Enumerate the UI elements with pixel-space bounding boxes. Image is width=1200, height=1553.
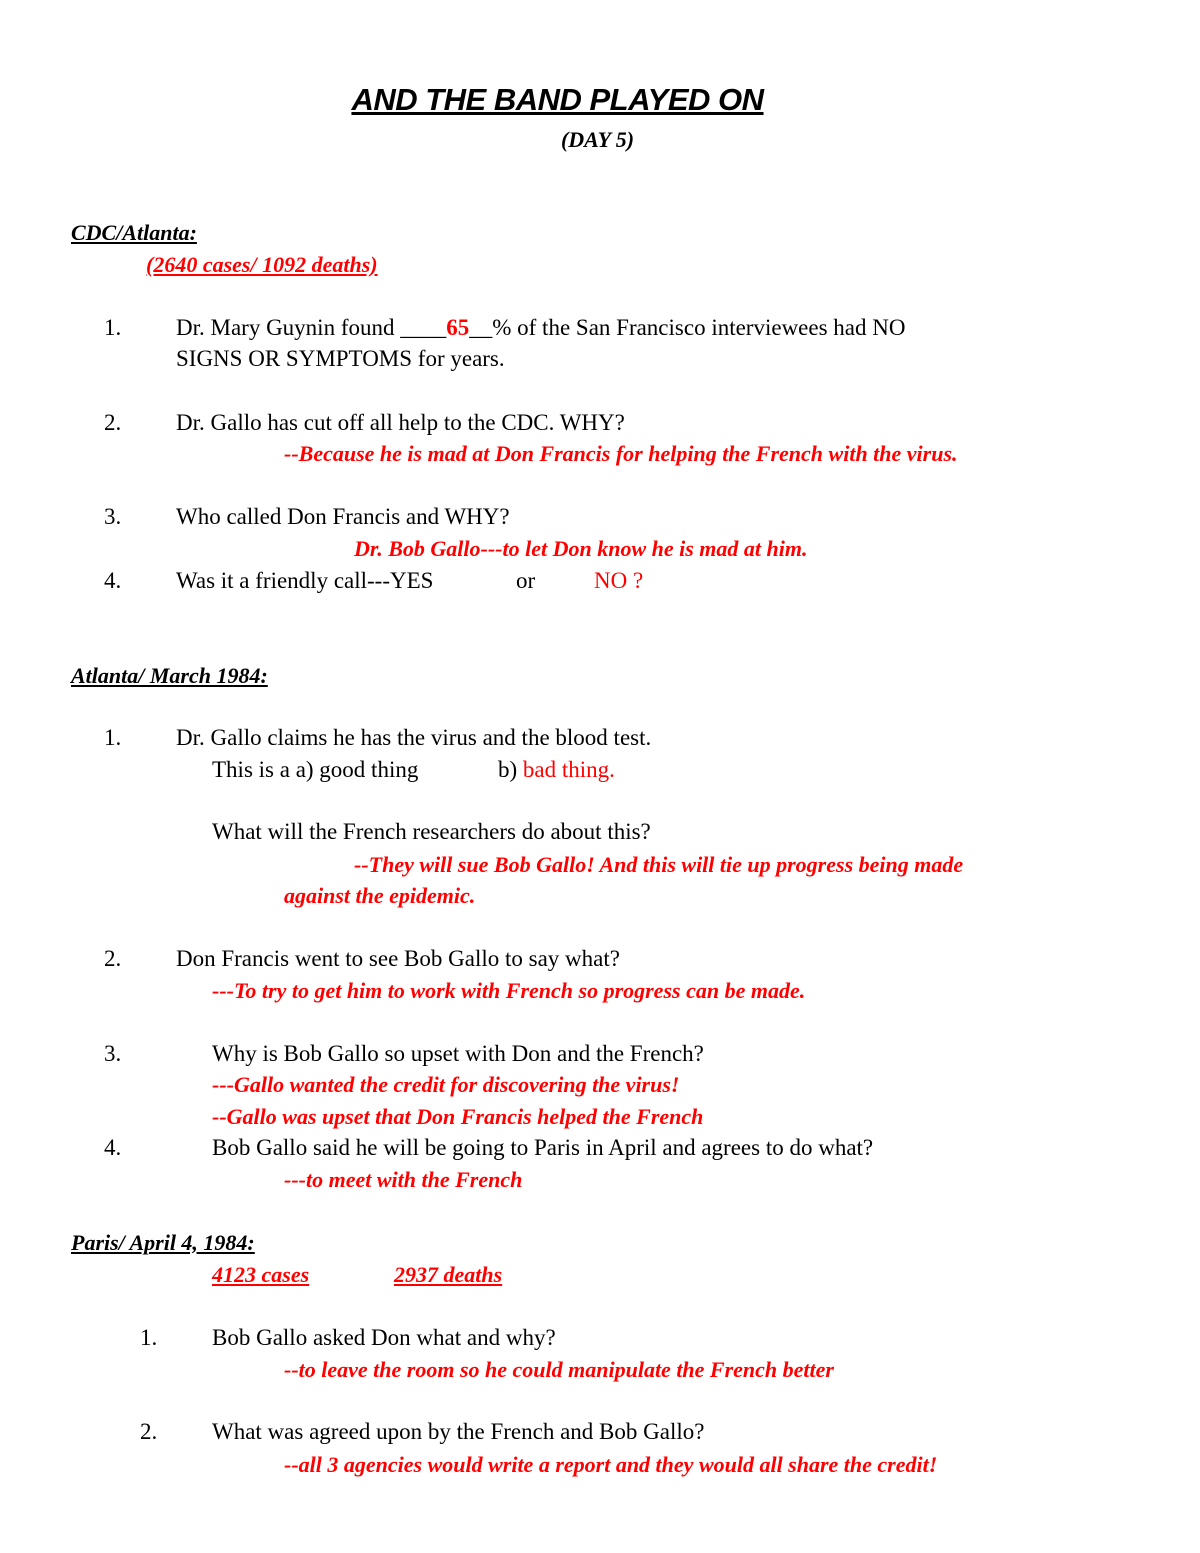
blank-answer: 65 — [446, 315, 470, 340]
question-text: Why is Bob Gallo so upset with Don and the French? — [212, 1041, 704, 1066]
section-heading-paris-april-1984: Paris/ April 4, 1984: — [71, 1230, 255, 1255]
question-text: Who called Don Francis and WHY? — [176, 504, 510, 529]
or-text: or — [516, 568, 536, 593]
question-number: 2. — [140, 1419, 158, 1444]
answer-text-cont: --Gallo was upset that Don Francis helped the French — [212, 1104, 704, 1129]
question-text: Dr. Gallo claims he has the virus and the blood test. — [176, 725, 652, 750]
answer-text: --all 3 agencies would write a report and they would all share the credit! — [284, 1452, 938, 1477]
answer-text: --They will sue Bob Gallo! And this will tie up progress being made — [354, 852, 964, 877]
choice-a: This is a a) good thing — [212, 757, 419, 782]
question-text: Dr. Gallo has cut off all help to the CDC. WHY? — [176, 410, 625, 435]
answer-text: ---to meet with the French — [284, 1167, 523, 1192]
choice-b-answer: bad thing. — [522, 757, 615, 782]
paris-cases: 4123 cases — [212, 1262, 310, 1287]
choice-b-label: b) bad thing. — [498, 757, 615, 782]
answer-text: ---To try to get him to work with French so progress can be made. — [212, 978, 806, 1003]
question-number: 2. — [104, 946, 122, 971]
question-text: Bob Gallo said he will be going to Paris in April and agrees to do what? — [212, 1135, 874, 1160]
section-heading-atlanta-march-1984: Atlanta/ March 1984: — [71, 663, 268, 688]
section-heading-cdc-atlanta: CDC/Atlanta: — [71, 220, 197, 245]
answer-text: --Because he is mad at Don Francis for helping the French with the virus. — [284, 441, 958, 466]
question-text: Don Francis went to see Bob Gallo to say what? — [176, 946, 620, 971]
question-text-cont: SIGNS OR SYMPTOMS for years. — [176, 346, 505, 371]
question-text: Dr. Mary Guynin found ____65__% of the San Francisco interviewees had NO — [176, 315, 906, 340]
day-label: (DAY 5) — [560, 127, 635, 152]
question-number: 4. — [104, 568, 122, 593]
answer-text: Dr. Bob Gallo---to let Don know he is mad at him. — [354, 536, 808, 561]
cdc-stats: (2640 cases/ 1092 deaths) — [146, 252, 378, 277]
answer-text: ---Gallo wanted the credit for discovering the virus! — [212, 1072, 680, 1097]
followup-text: What will the French researchers do about this? — [212, 819, 651, 844]
question-number: 4. — [104, 1135, 122, 1160]
question-number: 1. — [140, 1325, 158, 1350]
page-title: AND THE BAND PLAYED ON — [351, 82, 764, 117]
question-number: 1. — [104, 725, 122, 750]
question-text: What was agreed upon by the French and Bob Gallo? — [212, 1419, 705, 1444]
question-number: 3. — [104, 1041, 122, 1066]
question-number: 1. — [104, 315, 122, 340]
question-number: 2. — [104, 410, 122, 435]
answer-text: --to leave the room so he could manipulate the French better — [284, 1357, 834, 1382]
answer-choice: NO ? — [594, 568, 644, 593]
paris-deaths: 2937 deaths — [394, 1262, 503, 1287]
question-text: Bob Gallo asked Don what and why? — [212, 1325, 556, 1350]
question-number: 3. — [104, 504, 122, 529]
answer-text-cont: against the epidemic. — [284, 883, 476, 908]
question-text: Was it a friendly call---YES — [176, 568, 434, 593]
